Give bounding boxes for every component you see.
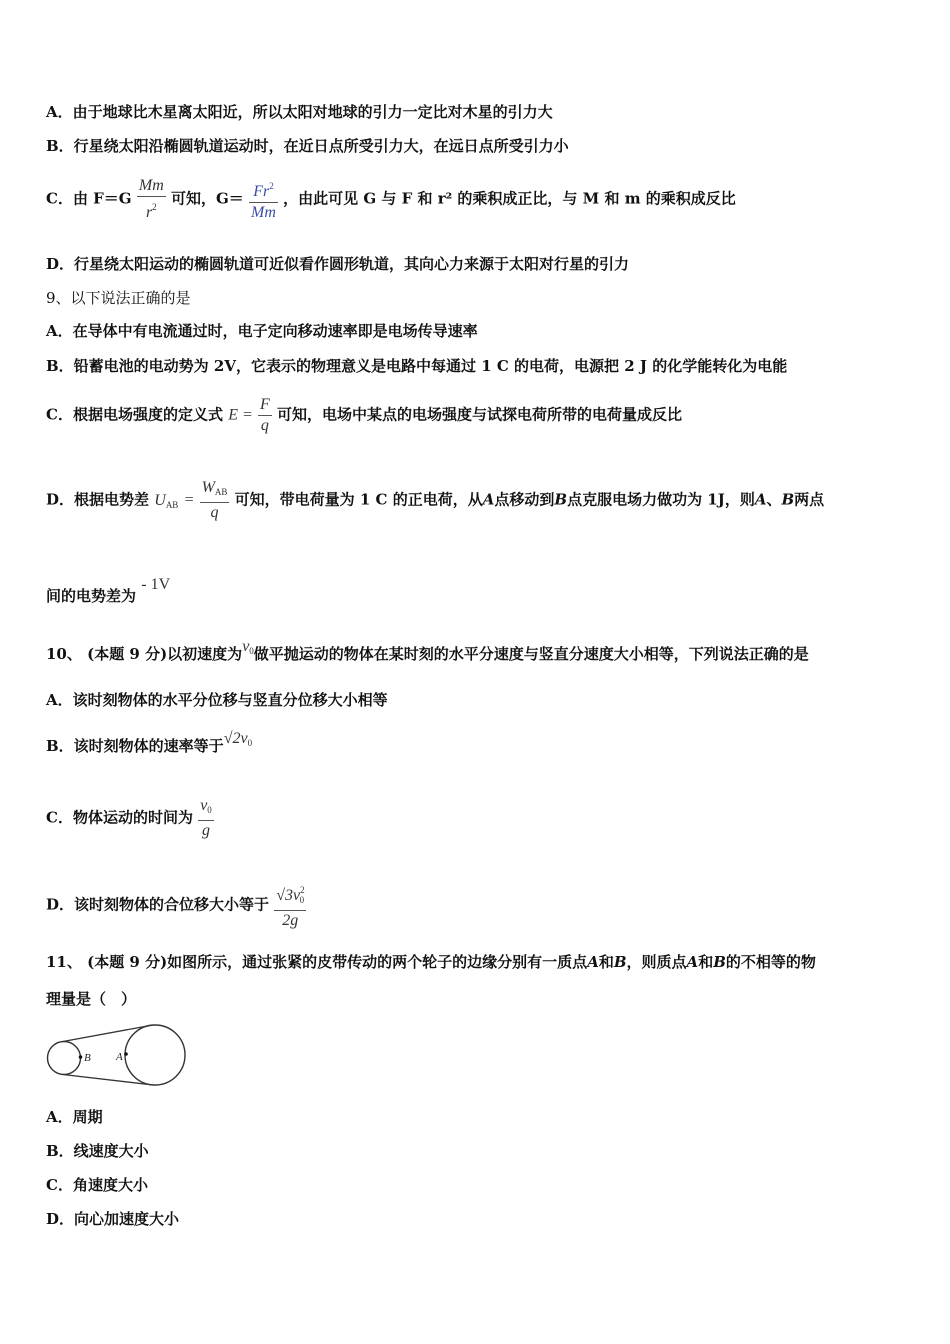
small-wheel	[48, 1042, 81, 1075]
q9-option-b: B．铅蓄电池的电动势为 2V，它表示的物理意义是电路中每通过 1 C 的电荷，电源把 2 J 的化学能转化为电能	[46, 357, 788, 375]
q9-d-suffix-2: 点移动到	[494, 490, 555, 509]
q9-d-lhs	[154, 492, 178, 509]
q10-v0	[242, 638, 254, 655]
q9-d-point-a2: A	[754, 490, 767, 509]
q11-and-2: 和	[698, 953, 714, 971]
q10-d-prefix: D．该时刻物体的合位移大小等于	[46, 895, 270, 914]
q9-d-eq: =	[183, 491, 195, 509]
q8-c-frac1-sup: 2	[152, 202, 157, 212]
belt-bottom	[63, 1075, 153, 1086]
q9-option-a: A．在导体中有电流通过时，电子定向移动速率即是电场传导速率	[46, 322, 478, 340]
q9-d-point-a: A	[482, 490, 495, 509]
q9-d-sep: 、	[766, 490, 782, 509]
q9-c-suffix: 可知，电场中某点的电场强度与试探电荷所带的电荷量成反比	[277, 405, 683, 424]
q8-c-frac1-num: Mm	[137, 176, 166, 197]
q9-c-den: q	[260, 417, 269, 434]
q11-stem-2: ，则质点	[626, 953, 687, 971]
q9-d-value: - 1V	[141, 576, 171, 593]
q11-option-a: A．周期	[46, 1108, 103, 1126]
q9-option-d-continued	[46, 576, 171, 607]
q9-c-num: F	[258, 395, 272, 416]
q9-c-lhs: E =	[228, 406, 253, 424]
q10-b-expr-main: √2v	[223, 730, 248, 747]
q9-d-suffix-1: 可知，带电荷量为 1 C 的正电荷，从	[234, 490, 483, 509]
q11-option-c: C．角速度大小	[46, 1176, 148, 1194]
q10-stem-suffix: 做平抛运动的物体在某时刻的水平分速度与竖直分速度大小相等，下列说法正确的是	[253, 645, 809, 663]
q10-c-num: v	[200, 797, 208, 814]
q9-option-c	[46, 395, 682, 436]
q11-option-b: B．线速度大小	[46, 1142, 149, 1160]
q11-point-b2: B	[713, 953, 726, 971]
q10-v0-sub: 0	[249, 646, 254, 656]
q9-d-prefix: D．根据电势差	[46, 490, 150, 509]
q8-option-d: D．行星绕太阳运动的椭圆轨道可近似看作圆形轨道，其向心力来源于太阳对行星的引力	[46, 255, 630, 273]
q8-c-prefix: C．由 F＝G	[46, 189, 132, 208]
q10-option-d	[46, 880, 306, 931]
q11-and-1: 和	[598, 953, 614, 971]
q11-point-a2: A	[686, 953, 699, 971]
q8-option-a: A．由于地球比木星离太阳近，所以太阳对地球的引力一定比对木星的引力大	[46, 103, 553, 121]
q9-d-point-b: B	[554, 490, 568, 509]
q8-c-mid: 可知，G＝	[170, 189, 244, 208]
q9-d-cont: 间的电势差为	[46, 587, 137, 605]
q10-option-c	[46, 796, 214, 841]
q9-c-formula	[258, 395, 272, 436]
label-a: A	[116, 1051, 123, 1063]
belt-top	[63, 1025, 153, 1042]
q10-d-num-sup: 2	[300, 885, 305, 895]
q10-c-prefix: C．物体运动的时间为	[46, 808, 193, 827]
q10-v0-symbol: v	[242, 638, 250, 655]
q8-c-frac2-num: Fr	[253, 183, 270, 200]
q10-b-expr-sub: 0	[247, 738, 253, 748]
q9-d-suffix-3: 点克服电场力做功为 1J，则	[567, 490, 755, 509]
q9-d-point-b2: B	[781, 490, 795, 509]
large-wheel	[125, 1025, 185, 1085]
q9-d-lhs-symbol: U	[154, 491, 166, 509]
q11-stem-line2: 理量是（ ）	[46, 990, 137, 1008]
q10-c-num-sub: 0	[207, 805, 212, 815]
q9-d-lhs-sub: AB	[165, 499, 179, 510]
q10-c-den: g	[201, 822, 210, 839]
q11-point-b: B	[613, 953, 627, 971]
q10-d-den: 2g	[282, 912, 299, 929]
q9-stem: 9、以下说法正确的是	[46, 289, 191, 307]
q9-d-den: q	[210, 504, 219, 521]
q8-c-formula-2	[249, 176, 278, 223]
q10-stem-prefix: 10、 (本题 9 分)以初速度为	[46, 645, 243, 663]
q10-b-prefix: B．该时刻物体的速率等于	[46, 737, 224, 755]
point-b-dot	[79, 1055, 83, 1059]
q9-option-d	[46, 478, 824, 523]
q8-c-frac2-sup: 2	[269, 181, 274, 191]
q10-d-formula	[274, 880, 306, 931]
q8-c-suffix: ，由此可见 G 与 F 和 r² 的乘积成正比，与 M 和 m 的乘积成反比	[283, 189, 736, 208]
q10-stem	[46, 638, 809, 669]
q8-option-c	[46, 176, 736, 223]
q11-point-a: A	[587, 953, 599, 971]
q8-c-frac1-den: r	[145, 204, 153, 221]
q9-c-prefix: C．根据电场强度的定义式	[46, 405, 223, 424]
q8-option-b: B．行星绕太阳沿椭圆轨道运动时，在近日点所受引力大，在远日点所受引力小	[46, 137, 569, 155]
point-a-dot	[124, 1052, 128, 1056]
q10-option-a: A．该时刻物体的水平分位移与竖直分位移大小相等	[46, 691, 388, 709]
q11-stem-1: 11、 (本题 9 分)如图所示，通过张紧的皮带传动的两个轮子的边缘分别有一质点	[46, 953, 588, 971]
q9-d-num: W	[201, 479, 215, 496]
belt-pulley-diagram	[44, 1022, 190, 1088]
q10-d-num-sub: 0	[299, 895, 305, 905]
q9-d-suffix-4: 两点	[794, 490, 825, 509]
q10-option-b	[46, 730, 253, 761]
q11-stem-3: 的不相等的物	[725, 953, 816, 971]
q9-d-formula	[200, 478, 230, 523]
q10-b-expr	[224, 730, 252, 747]
label-b: B	[84, 1052, 91, 1064]
q11-option-d: D．向心加速度大小	[46, 1210, 180, 1228]
q8-c-formula-1	[137, 176, 166, 223]
q11-stem	[46, 952, 816, 972]
q9-d-num-sub: AB	[214, 487, 228, 497]
q10-c-formula	[198, 796, 214, 841]
q10-d-num: √3v	[276, 887, 301, 904]
q8-c-frac2-den: Mm	[251, 204, 276, 221]
